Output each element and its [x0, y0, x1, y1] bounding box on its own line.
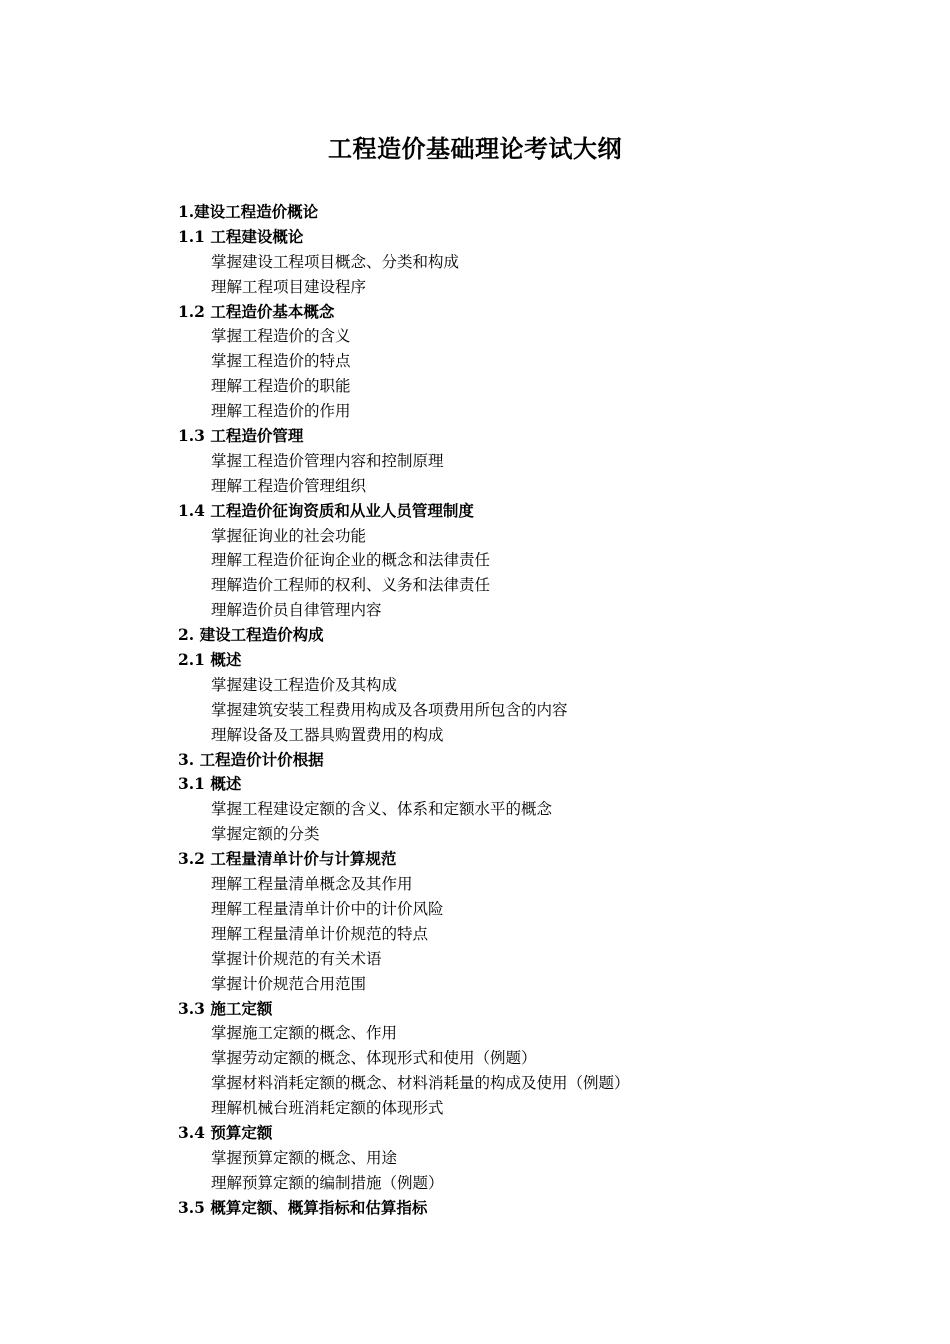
syllabus-item: 掌握计价规范的有关术语 — [211, 949, 382, 968]
syllabus-item: 掌握施工定额的概念、作用 — [211, 1024, 398, 1043]
section-heading: 2.1 概述 — [178, 650, 242, 670]
syllabus-item: 掌握建筑安装工程费用构成及各项费用所包含的内容 — [211, 700, 568, 719]
section-heading: 3.3 施工定额 — [178, 998, 273, 1018]
syllabus-item: 掌握工程造价管理内容和控制原理 — [211, 451, 444, 470]
syllabus-outline — [178, 200, 898, 1221]
section-heading: 3. 工程造价计价根据 — [178, 749, 324, 769]
syllabus-item: 理解机械台班消耗定额的体现形式 — [211, 1099, 444, 1118]
section-heading: 3.1 概述 — [178, 774, 242, 794]
syllabus-item: 掌握材料消耗定额的概念、材料消耗量的构成及使用（例题） — [211, 1074, 630, 1093]
syllabus-item: 理解工程造价管理组织 — [211, 476, 367, 495]
syllabus-item: 理解工程量清单计价规范的特点 — [211, 924, 429, 943]
section-heading: 3.5 概算定额、概算指标和估算指标 — [178, 1197, 428, 1217]
syllabus-item: 理解工程项目建设程序 — [211, 277, 367, 296]
section-heading: 1.4 工程造价征询资质和从业人员管理制度 — [178, 500, 474, 520]
syllabus-item: 理解工程量清单计价中的计价风险 — [211, 899, 444, 918]
syllabus-item: 理解造价工程师的权利、义务和法律责任 — [211, 576, 491, 595]
syllabus-item: 掌握征询业的社会功能 — [211, 526, 367, 545]
section-heading: 3.4 预算定额 — [178, 1122, 273, 1142]
syllabus-item: 掌握建设工程造价及其构成 — [211, 675, 398, 694]
section-heading: 3.2 工程量清单计价与计算规范 — [178, 849, 397, 869]
document-title: 工程造价基础理论考试大纲 — [328, 134, 622, 163]
syllabus-item: 理解工程造价的作用 — [211, 402, 351, 421]
syllabus-item: 掌握劳动定额的概念、体现形式和使用（例题） — [211, 1049, 537, 1068]
syllabus-item: 掌握定额的分类 — [211, 825, 320, 844]
syllabus-item: 掌握建设工程项目概念、分类和构成 — [211, 252, 460, 271]
syllabus-item: 理解工程造价的职能 — [211, 377, 351, 396]
syllabus-item: 掌握预算定额的概念、用途 — [211, 1148, 398, 1167]
syllabus-item: 理解设备及工器具购置费用的构成 — [211, 725, 444, 744]
syllabus-item: 理解造价员自律管理内容 — [211, 601, 382, 620]
syllabus-item: 掌握工程造价的特点 — [211, 352, 351, 371]
syllabus-item: 掌握工程造价的含义 — [211, 327, 351, 346]
syllabus-item: 掌握工程建设定额的含义、体系和定额水平的概念 — [211, 800, 553, 819]
section-heading: 1.2 工程造价基本概念 — [178, 301, 335, 321]
syllabus-item: 掌握计价规范合用范围 — [211, 974, 367, 993]
section-heading: 2. 建设工程造价构成 — [178, 625, 324, 645]
section-heading: 1.建设工程造价概论 — [178, 202, 319, 221]
section-heading: 1.1 工程建设概论 — [178, 226, 304, 246]
syllabus-item: 理解工程造价征询企业的概念和法律责任 — [211, 551, 491, 570]
syllabus-item: 理解工程量清单概念及其作用 — [211, 875, 413, 894]
section-heading: 1.3 工程造价管理 — [178, 426, 304, 446]
syllabus-item: 理解预算定额的编制措施（例题） — [211, 1173, 444, 1192]
